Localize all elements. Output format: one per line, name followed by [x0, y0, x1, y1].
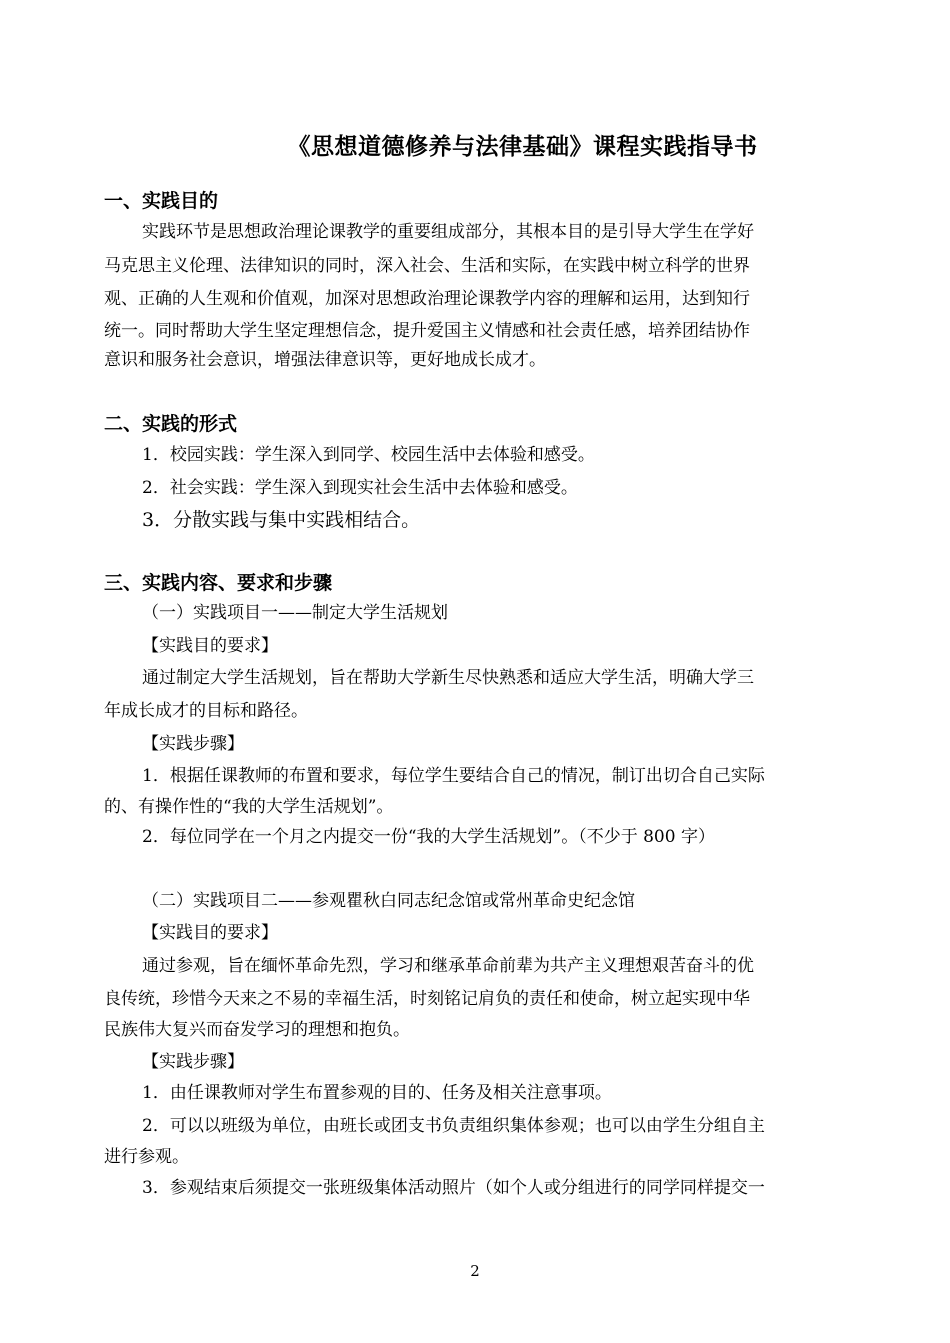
- project-title: （二）实践项目二——参观瞿秋白同志纪念馆或常州革命史纪念馆: [142, 891, 635, 911]
- list-item: 1．校园实践：学生深入到同学、校园生活中去体验和感受。: [142, 445, 595, 465]
- project-title: （一）实践项目一——制定大学生活规划: [142, 603, 448, 623]
- step-line: 的、有操作性的“我的大学生活规划”。: [104, 797, 394, 817]
- paragraph-line: 马克思主义伦理、法律知识的同时，深入社会、生活和实际，在实践中树立科学的世界: [104, 256, 750, 276]
- paragraph-line: 民族伟大复兴而奋发学习的理想和抱负。: [104, 1020, 410, 1040]
- paragraph-line: 实践环节是思想政治理论课教学的重要组成部分，其根本目的是引导大学生在学好: [142, 222, 754, 242]
- section-heading-forms: 二、实践的形式: [104, 413, 238, 435]
- section-heading-content: 三、实践内容、要求和步骤: [104, 572, 333, 594]
- step-line: 2．可以以班级为单位，由班长或团支书负责组织集体参观；也可以由学生分组自主: [142, 1116, 765, 1136]
- document-title: 《思想道德修养与法律基础》课程实践指导书: [287, 134, 758, 160]
- subheading-steps: 【实践步骤】: [142, 1052, 244, 1072]
- step-line: 2．每位同学在一个月之内提交一份“我的大学生活规划”。（不少于 800 字）: [142, 827, 715, 847]
- subheading-requirements: 【实践目的要求】: [142, 923, 278, 943]
- paragraph-line: 通过制定大学生活规划，旨在帮助大学新生尽快熟悉和适应大学生活，明确大学三: [142, 668, 754, 688]
- paragraph-line: 良传统，珍惜今天来之不易的幸福生活，时刻铭记肩负的责任和使命，树立起实现中华: [104, 989, 750, 1009]
- step-line: 1．由任课教师对学生布置参观的目的、任务及相关注意事项。: [142, 1083, 612, 1103]
- subheading-requirements: 【实践目的要求】: [142, 636, 278, 656]
- page-number: 2: [470, 1262, 480, 1280]
- list-item: 3．分散实践与集中实践相结合。: [142, 509, 421, 531]
- paragraph-line: 年成长成才的目标和路径。: [104, 701, 308, 721]
- section-heading-purpose: 一、实践目的: [104, 190, 219, 212]
- paragraph-line: 统一。同时帮助大学生坚定理想信念，提升爱国主义情感和社会责任感，培养团结协作: [104, 321, 750, 341]
- step-line: 3．参观结束后须提交一张班级集体活动照片（如个人或分组进行的同学同样提交一: [142, 1178, 765, 1198]
- step-line: 进行参观。: [104, 1147, 189, 1167]
- paragraph-line: 意识和服务社会意识，增强法律意识等，更好地成长成才。: [104, 350, 546, 370]
- subheading-steps: 【实践步骤】: [142, 734, 244, 754]
- paragraph-line: 通过参观，旨在缅怀革命先烈，学习和继承革命前辈为共产主义理想艰苦奋斗的优: [142, 956, 754, 976]
- list-item: 2．社会实践：学生深入到现实社会生活中去体验和感受。: [142, 478, 578, 498]
- step-line: 1．根据任课教师的布置和要求，每位学生要结合自己的情况，制订出切合自己实际: [142, 766, 765, 786]
- paragraph-line: 观、正确的人生观和价值观，加深对思想政治理论课教学内容的理解和运用，达到知行: [104, 289, 750, 309]
